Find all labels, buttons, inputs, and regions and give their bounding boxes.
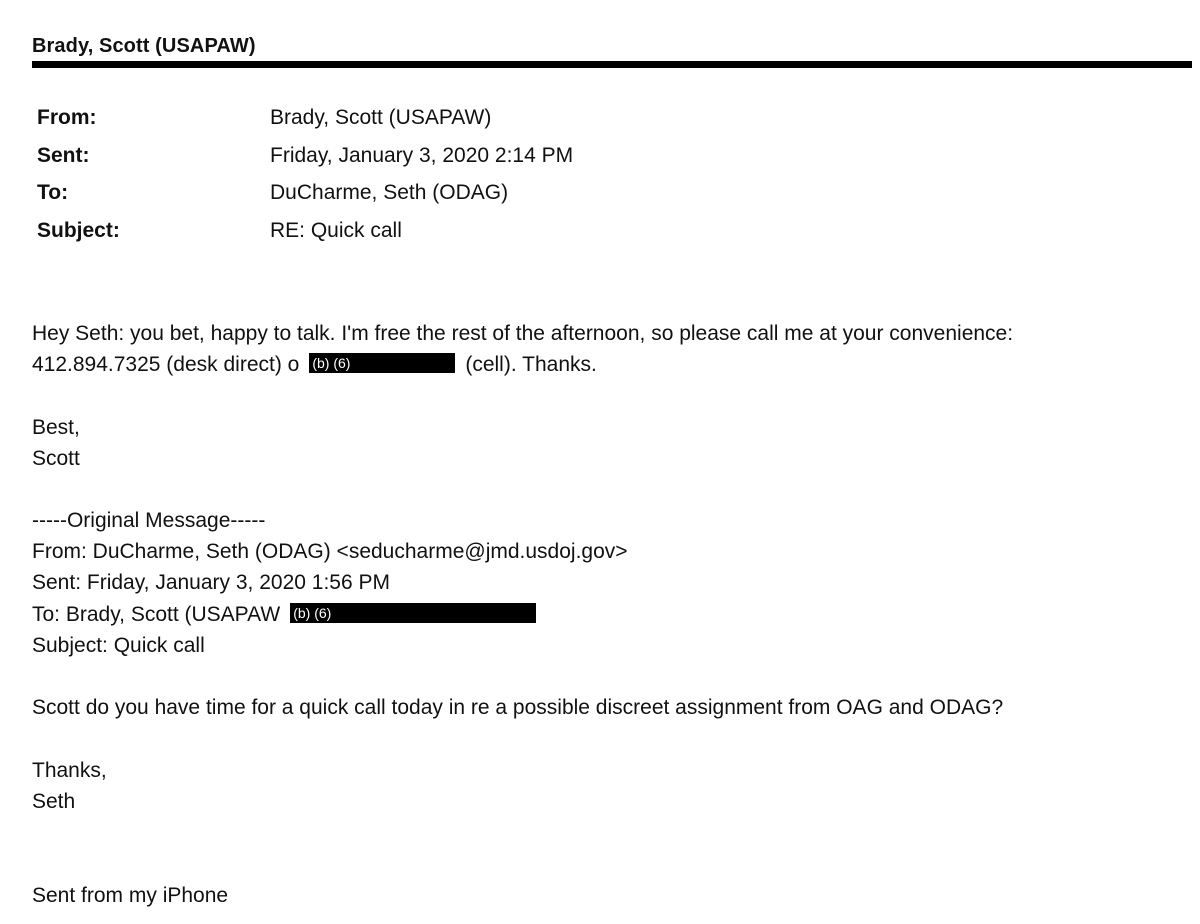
original-to <box>32 602 536 628</box>
body-line-2 <box>32 352 597 378</box>
body-signature: Scott <box>32 447 80 470</box>
original-subject: Subject: Quick call <box>32 634 205 657</box>
header-subject-label: Subject: <box>37 219 120 242</box>
redaction-block: (b) (6) <box>309 353 455 373</box>
header-from-value: Brady, Scott (USAPAW) <box>270 106 492 129</box>
original-sent: Sent: Friday, January 3, 2020 1:56 PM <box>32 571 390 594</box>
header-to-value: DuCharme, Seth (ODAG) <box>270 181 509 204</box>
original-signature: Seth <box>32 790 76 813</box>
redaction-block: (b) (6) <box>290 603 536 623</box>
original-closing: Thanks, <box>32 759 107 782</box>
document-title: Brady, Scott (USAPAW) <box>32 35 256 57</box>
header-subject-value: RE: Quick call <box>270 219 402 242</box>
header-from-label: From: <box>37 106 97 129</box>
header-to-label: To: <box>37 181 69 204</box>
original-divider: -----Original Message----- <box>32 509 266 532</box>
body-closing: Best, <box>32 416 80 439</box>
original-from: From: DuCharme, Seth (ODAG) <seducharme@jmd.usdoj.gov> <box>32 540 628 563</box>
original-footer: Sent from my iPhone <box>32 884 229 907</box>
original-to-text: To: Brady, Scott (USAPAW <box>32 603 281 626</box>
body-line-1: Hey Seth: you bet, happy to talk. I'm free the rest of the afternoon, so please call me at your convenience: <box>32 322 1014 345</box>
body-line-2-end: (cell). Thanks. <box>465 353 597 376</box>
body-line-2-start: 412.894.7325 (desk direct) o <box>32 353 300 376</box>
header-sent-label: Sent: <box>37 144 90 167</box>
title-divider <box>32 61 1192 68</box>
header-sent-value: Friday, January 3, 2020 2:14 PM <box>270 144 574 167</box>
original-message: Scott do you have time for a quick call today in re a possible discreet assignment from OAG and ODAG? <box>32 696 1004 719</box>
